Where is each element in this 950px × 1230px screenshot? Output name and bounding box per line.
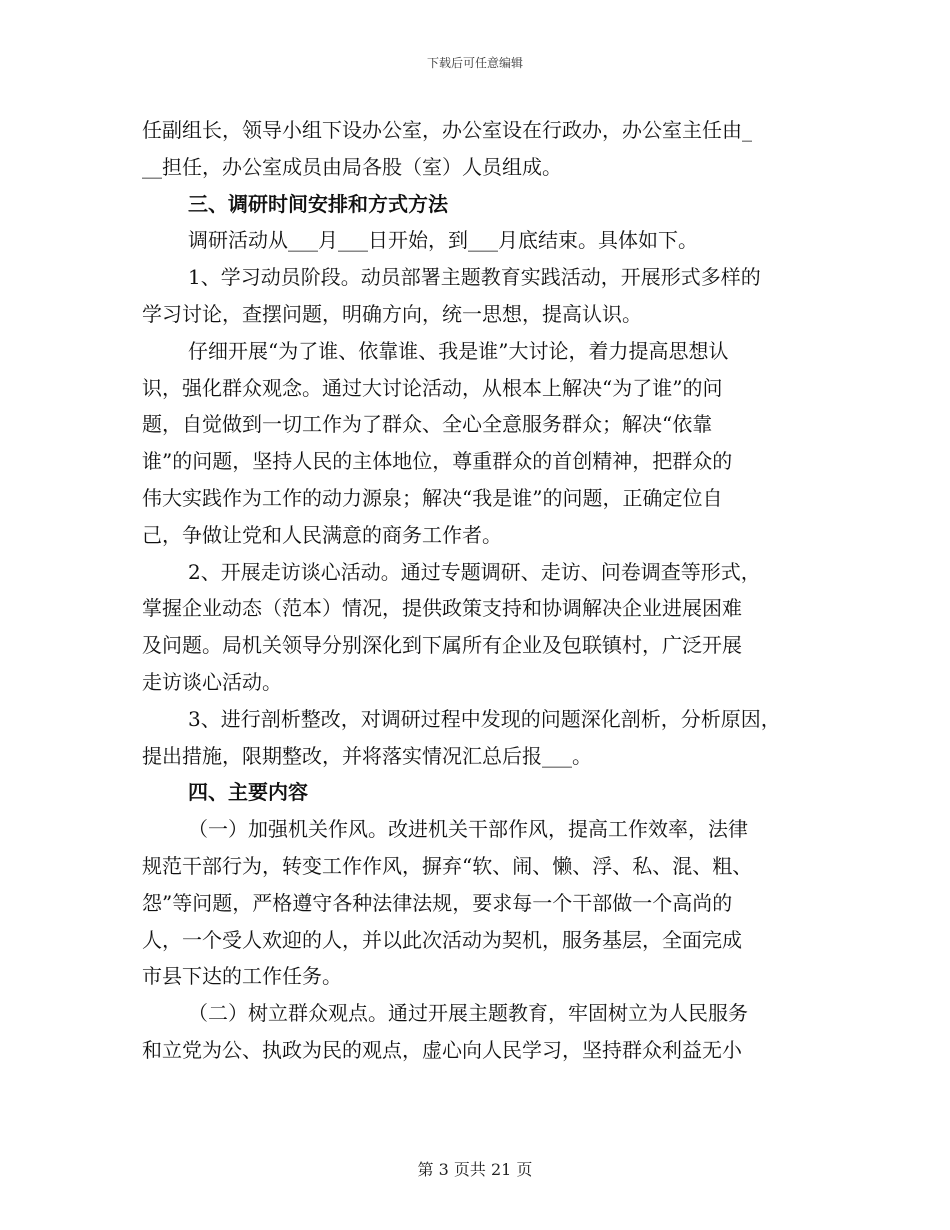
body-line: 3、进行剖析整改，对调研过程中发现的问题深化剖析，分析原因， (188, 706, 781, 731)
body-line: （一）加强机关作风。改进机关干部作风，提高工作效率，法律 (188, 817, 748, 842)
document-body (142, 112, 822, 1069)
body-line: （二）树立群众观点。通过开展主题教育，牢固树立为人民服务 (188, 1001, 748, 1026)
body-line: 及问题。局机关领导分别深化到下属所有企业及包联镇村，广泛开展 (142, 633, 742, 658)
page-number: 第 3 页共 21 页 (417, 1160, 533, 1179)
section-heading: 三、调研时间安排和方式方法 (188, 191, 448, 216)
body-line: 伟大实践作为工作的动力源泉；解决“我是谁”的问题，正确定位自 (142, 485, 723, 510)
body-line: 和立党为公、执政为民的观点，虚心向人民学习，坚持群众利益无小 (142, 1037, 742, 1062)
body-line: 任副组长，领导小组下设办公室，办公室设在行政办，办公室主任由_ (142, 118, 752, 142)
body-line: 走访谈心活动。 (142, 669, 282, 694)
body-line: 识，强化群众观念。通过大讨论活动，从根本上解决“为了谁”的问 (142, 375, 723, 400)
body-line: 题，自觉做到一切工作为了群众、全心全意服务群众；解决“依靠 (142, 412, 713, 437)
body-line: 己，争做让党和人民满意的商务工作者。 (142, 522, 502, 547)
body-line: 调研活动从___月___日开始，到___月底结束。具体如下。 (188, 228, 698, 253)
body-line: 掌握企业动态（范本）情况，提供政策支持和协调解决企业进展困难 (142, 596, 742, 621)
body-line: 提出措施，限期整改，并将落实情况汇总后报___。 (142, 743, 592, 768)
body-line: 市县下达的工作任务。 (142, 964, 342, 989)
section-heading: 四、主要内容 (188, 780, 308, 805)
header-note: 下载后可任意编辑 (426, 56, 523, 70)
body-line: 仔细开展“为了谁、依靠谁、我是谁”大讨论，着力提高思想认 (188, 338, 729, 363)
body-line: 怨”等问题，严格遵守各种法律法规，要求每一个干部做一个高尚的 (142, 890, 733, 915)
body-line: 人，一个受人欢迎的人，并以此次活动为契机，服务基层，全面完成 (142, 927, 742, 952)
body-line: 1、学习动员阶段。动员部署主题教育实践活动，开展形式多样的 (188, 265, 761, 290)
body-line: 2、开展走访谈心活动。通过专题调研、走访、问卷调查等形式， (188, 559, 761, 584)
body-line: 规范干部行为，转变工作作风，摒弃“软、闹、懒、浮、私、混、粗、 (142, 853, 753, 878)
body-line: 学习讨论，查摆问题，明确方向，统一思想，提高认识。 (142, 301, 642, 326)
body-line: 谁”的问题，坚持人民的主体地位，尊重群众的首创精神，把群众的 (142, 449, 733, 474)
body-line: __担任，办公室成员由局各股（室）人员组成。 (142, 154, 562, 179)
